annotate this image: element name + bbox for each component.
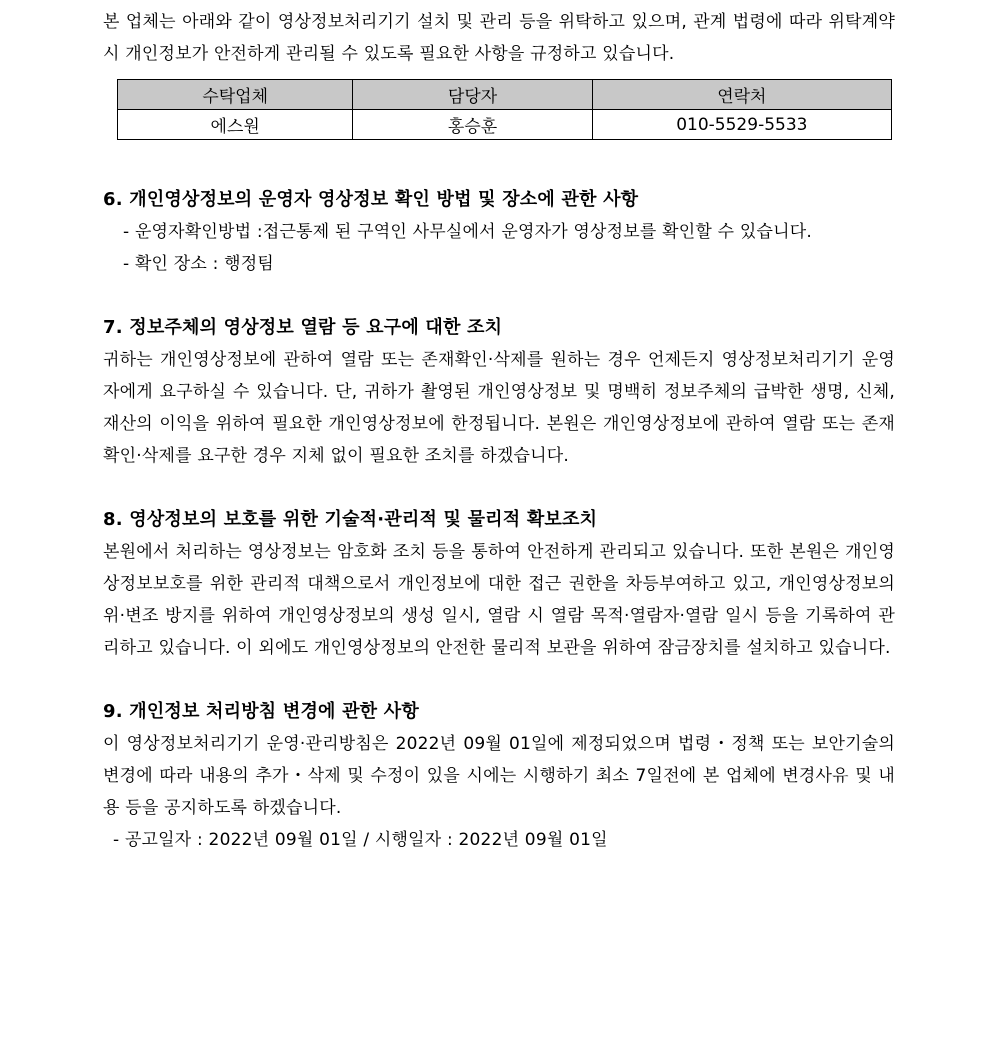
header-contact: 연락처 [592,80,891,110]
cell-contractor: 에스원 [118,110,353,140]
policy-document [103,0,895,856]
section6-item-place: - 확인 장소 : 행정팀 [123,254,275,274]
contractor-table [117,79,892,140]
header-manager: 담당자 [353,80,592,110]
cell-manager: 홍승훈 [353,110,592,140]
table-row [118,110,892,140]
cell-contact: 010-5529-5533 [592,110,891,140]
header-contractor: 수탁업체 [118,80,353,110]
section9-title: 9. 개인정보 처리방침 변경에 관한 사항 [103,701,419,722]
section6-item-method [103,216,895,248]
intro-paragraph: 본 업체는 아래와 같이 영상정보처리기기 설치 및 관리 등을 위탁하고 있으며, 관계 법령에 따라 위탁계약 시 개인정보가 안전하게 관리될 수 있도록 필요한 사항을 규정하고 있습니다. [103,12,895,64]
section8-title: 8. 영상정보의 보호를 위한 기술적·관리적 및 물리적 확보조치 [103,509,598,530]
section9-body: 이 영상정보처리기기 운영·관리방침은 2022년 09월 01일에 제정되었으며 법령・정책 또는 보안기술의 변경에 따라 내용의 추가・삭제 및 수정이 있을 시에는 시행하기 최소 7일전에 본 업체에 변경사유 및 내용 등을 공지하도록 하겠습니다. [103,734,895,818]
section6-item-method-label: - 운영자확인방법 : [123,222,263,242]
section6-title: 6. 개인영상정보의 운영자 영상정보 확인 방법 및 장소에 관한 사항 [103,189,639,210]
section8-body: 본원에서 처리하는 영상정보는 암호화 조치 등을 통하여 안전하게 관리되고 있습니다. 또한 본원은 개인영상정보보호를 위한 관리적 대책으로서 개인정보에 대한 접근 권한을 차등부여하고 있고, 개인영상정보의 위·변조 방지를 위하여 개인영상정보의 생성 일시, 열람 시 열람 목적·열람자·열람 일시 등을 기록하여 관리하고 있습니다. 이 외에도 개인영상정보의 안전한 물리적 보관을 위하여 잠금장치를 설치하고 있습니다. [103,542,895,658]
section7-title: 7. 정보주체의 영상정보 열람 등 요구에 대한 조치 [103,317,503,338]
table-header-row [118,80,892,110]
section9-dates: - 공고일자 : 2022년 09월 01일 / 시행일자 : 2022년 09월 01일 [113,830,608,850]
section7-body: 귀하는 개인영상정보에 관하여 열람 또는 존재확인·삭제를 원하는 경우 언제든지 영상정보처리기기 운영자에게 요구하실 수 있습니다. 단, 귀하가 촬영된 개인영상정보 및 명백히 정보주체의 급박한 생명, 신체, 재산의 이익을 위하여 필요한 개인영상정보에 한정됩니다. 본원은 개인영상정보에 관하여 열람 또는 존재확인·삭제를 요구한 경우 지체 없이 필요한 조치를 하겠습니다. [103,350,895,466]
section6-item-method-value: 접근통제 된 구역인 사무실에서 운영자가 영상정보를 확인할 수 있습니다. [262,222,812,242]
